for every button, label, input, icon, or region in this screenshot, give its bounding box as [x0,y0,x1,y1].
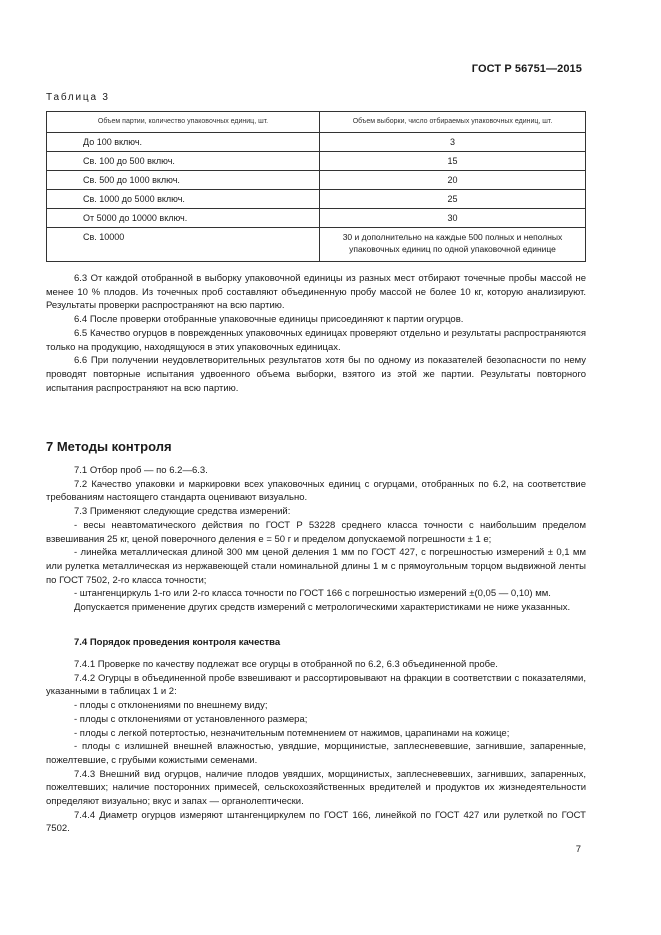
table-cell: 30 и дополнительно на каждые 500 полных и неполных упаковочных единиц по одной упаковочной единице [320,228,586,262]
list-item-ruler: - линейка металлическая длиной 300 мм ценой деления 1 мм по ГОСТ 427, с погрешностью измерений ± 0,1 мм или рулетка металлическая из нержавеющей стали номинальной длины 1 м с прямоугольным торцом выдвижной ленты по ГОСТ 7502, 2-го класса точности; [46,547,586,586]
table-cell: Св. 500 до 1000 включ. [47,171,320,190]
table-row [47,190,586,209]
table-row [47,152,586,171]
table-header-cell: Объем партии, количество упаковочных единиц, шт. [47,112,320,133]
table-caption: Таблица 3 [46,92,110,103]
paragraph-6-5: 6.5 Качество огурцов в поврежденных упаковочных единицах проверяют отдельно и результаты распространяются только на продукцию, находящуюся в этих упаковочных единицах. [46,327,586,353]
table-header-row [47,112,586,133]
table-cell: 30 [320,209,586,228]
paragraph-7-4-4: 7.4.4 Диаметр огурцов измеряют штангенциркулем по ГОСТ 166, линейкой по ГОСТ 427 или рулеткой по ГОСТ 7502. [46,809,586,835]
paragraph-6-3: 6.3 От каждой отобранной в выборку упаковочной единицы из разных мест отбирают точечные пробы массой не менее 10 % плодов. Из точечных проб составляют объединенную пробу массой не более 10 кг, которую анализируют. Результаты проверки распространяют на всю партию. [46,273,586,312]
list-item: - плоды с отклонениями от установленного размера; [74,713,308,725]
table-row [47,171,586,190]
page-number: 7 [575,844,581,855]
table-header-cell: Объем выборки, число отбираемых упаковочных единиц, шт. [320,112,586,133]
subsection-title: 7.4 Порядок проведения контроля качества [74,637,281,648]
table-cell: 20 [320,171,586,190]
paragraph-7-4-3: 7.4.3 Внешний вид огурцов, наличие плодов увядших, морщинистых, заплесневевших, загнивших, запаренных, пожелтевших; наличие посторонних примесей, сельскохозяйственных вредителей и продуктов их жизнедеятельности определяют визуально; вкус и запах — органолептически. [46,768,586,808]
section7-text [46,464,586,615]
document-id-header: ГОСТ Р 56751—2015 [471,63,582,75]
table-cell: От 5000 до 10000 включ. [47,209,320,228]
table-cell: Св. 10000 [47,228,320,262]
list-item: - плоды с отклонениями по внешнему виду; [74,700,268,712]
list-item: - плоды с излишней внешней влажностью, увядшие, морщинистые, заплесневевшие, загнившие, запаренные, пожелтевшие, с грубыми кожистыми семенами. [46,741,586,766]
table-cell: До 100 включ. [47,133,320,152]
paragraph-7-1: 7.1 Отбор проб — по 6.2—6.3. [74,465,208,476]
table-cell: 3 [320,133,586,152]
table-cell: 15 [320,152,586,171]
list-item-scales: - весы неавтоматического действия по ГОСТ Р 53228 среднего класса точности с наибольшим пределом взвешивания 25 кг, ценой поверочного деления е = 50 г и пределом допускаемой погрешности ± 1 е; [46,519,586,545]
paragraph-6-6: 6.6 При получении неудовлетворительных результатов хотя бы по одному из показателей безопасности по нему проводят повторные испытания удвоенного объема выборки, взятого из этой же партии. Результаты повторного испытания распространяют на всю партию. [46,355,586,394]
section6-text [46,272,586,395]
list-item: - плоды с легкой потертостью, незначительным потемнением от нажимов, царапинами на кожице; [74,727,510,739]
table-cell: Св. 100 до 500 включ. [47,152,320,171]
table-row [47,228,586,262]
paragraph-7-2: 7.2 Качество упаковки и маркировки всех упаковочных единиц с огурцами, отобранных по 6.2, на соответствие требованиям настоящего стандарта оценивают визуально. [46,478,586,504]
paragraph-7-3: 7.3 Применяют следующие средства измерений: [74,506,291,518]
section-title: 7 Методы контроля [46,439,172,454]
paragraph-other-instruments: Допускается применение других средств измерений с метрологическими характеристиками не ниже указанных. [74,602,571,614]
table-sample-size [46,111,586,262]
table-row [47,133,586,152]
table-cell: 25 [320,190,586,209]
paragraph-7-4-1: 7.4.1 Проверке по качеству подлежат все огурцы в отобранной по 6.2, 6.3 объединенной пробе. [74,659,498,670]
paragraph-7-4-2: 7.4.2 Огурцы в объединенной пробе взвешивают и рассортировывают на фракции в соответствии с показателями, указанными в таблицах 1 и 2: [46,672,586,698]
table-cell: Св. 1000 до 5000 включ. [47,190,320,209]
section7-4-text [46,658,586,836]
paragraph-6-4: 6.4 После проверки отобранные упаковочные единицы присоединяют к партии огурцов. [74,314,464,326]
table-row [47,209,586,228]
list-item-caliper: - штангенциркуль 1-го или 2-го класса точности по ГОСТ 166 с погрешностью измерений ±(0,05 — 0,10) мм. [74,588,551,600]
